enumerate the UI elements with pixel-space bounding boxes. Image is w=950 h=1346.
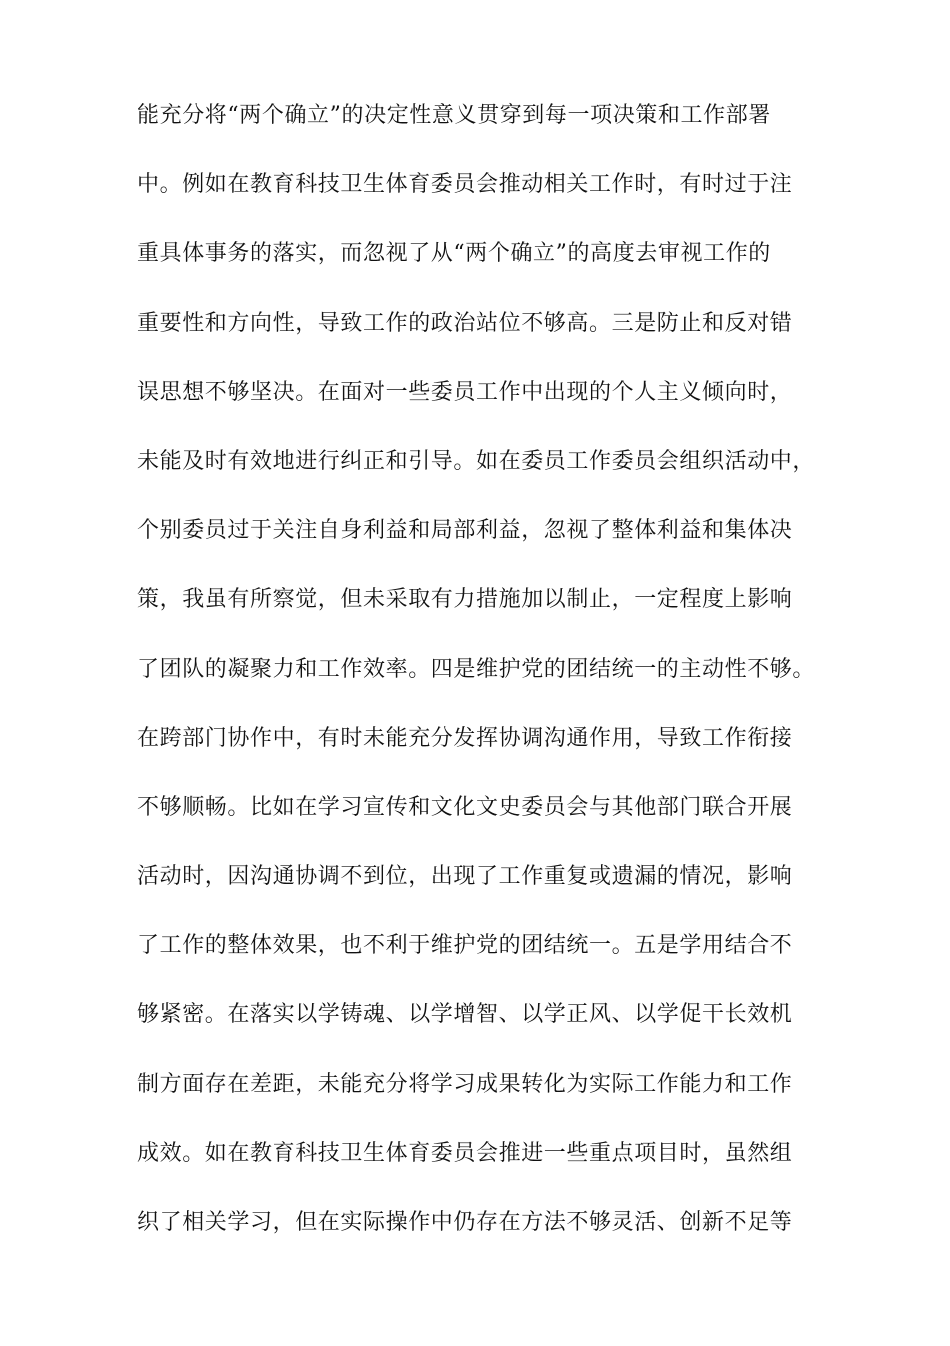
text-line: 不够顺畅。比如在学习宣传和文化文史委员会与其他部门联合开展 [137, 794, 793, 820]
text-line: 能充分将“两个确立”的决定性意义贯穿到每一项决策和工作部署 [137, 103, 771, 128]
body-text [137, 94, 837, 1270]
text-line: 在跨部门协作中，有时未能充分发挥协调沟通作用，导致工作衔接 [137, 725, 793, 751]
text-line: 了工作的整体效果，也不利于维护党的团结统一。五是学用结合不 [137, 933, 793, 959]
text-line: 策，我虽有所察觉，但未采取有力措施加以制止，一定程度上影响 [137, 587, 793, 613]
text-line: 了团队的凝聚力和工作效率。四是维护党的团结统一的主动性不够。 [137, 656, 816, 682]
text-line: 误思想不够坚决。在面对一些委员工作中出现的个人主义倾向时， [137, 379, 793, 405]
text-line: 制方面存在差距，未能充分将学习成果转化为实际工作能力和工作 [137, 1071, 793, 1097]
text-line: 个别委员过于关注自身利益和局部利益，忽视了整体利益和集体决 [137, 518, 793, 544]
text-line: 活动时，因沟通协调不到位，出现了工作重复或遗漏的情况，影响 [137, 864, 793, 890]
text-line: 成效。如在教育科技卫生体育委员会推进一些重点项目时，虽然组 [137, 1140, 793, 1166]
text-line: 未能及时有效地进行纠正和引导。如在委员工作委员会组织活动中， [137, 448, 816, 474]
text-line: 够紧密。在落实以学铸魂、以学增智、以学正风、以学促干长效机 [137, 1002, 793, 1028]
text-line: 重具体事务的落实，而忽视了从“两个确立”的高度去审视工作的 [137, 241, 771, 267]
text-line: 织了相关学习，但在实际操作中仍存在方法不够灵活、创新不足等 [137, 1210, 793, 1235]
text-line: 重要性和方向性，导致工作的政治站位不够高。三是防止和反对错 [137, 310, 793, 336]
text-line: 中。例如在教育科技卫生体育委员会推动相关工作时，有时过于注 [137, 172, 793, 198]
